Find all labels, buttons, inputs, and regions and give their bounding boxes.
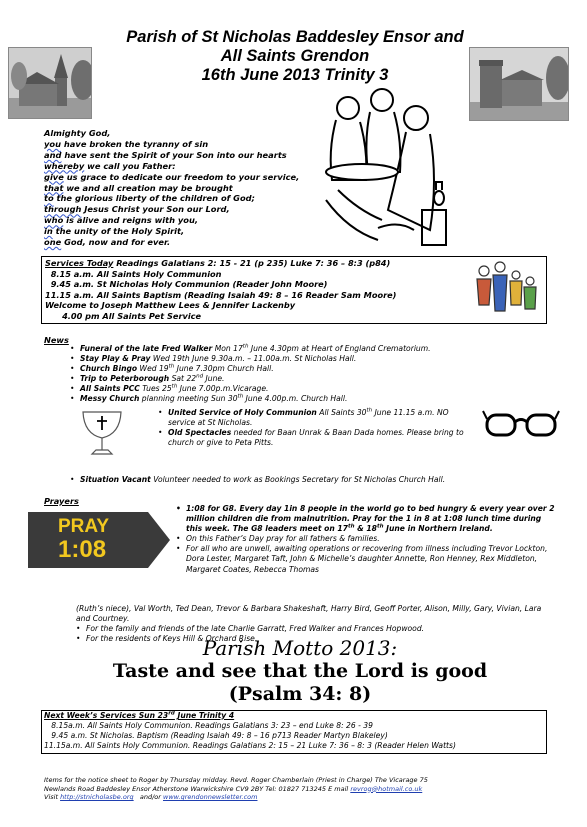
collect-line: and have sent the Spirit of your Son into our hearts <box>44 149 287 160</box>
title-line-1: Parish of St Nicholas Baddesley Ensor and <box>126 28 464 46</box>
motto-reference: (Psalm 34: 8) <box>228 683 372 705</box>
last-supper-illustration <box>318 80 448 250</box>
collect-line: that we and all creation may be brought <box>44 182 233 193</box>
footer-line-2: Newlands Road Baddesley Ensor Atherstone Warwickshire CV9 2BY Tel: 01827 713245 E mail revrog@hotmail.co.uk <box>44 784 423 793</box>
service-item: 9.45 a.m. St Nicholas Holy Communion (Reader John Moore) <box>45 279 328 290</box>
footer-line-1: Items for the notice sheet to Roger by Thursday midday. Revd. Roger Chamberlain (Priest in Charge) The Vicarage 75 <box>44 776 428 784</box>
news-item-church-bingo: • Church Bingo Wed 19th June 7.30pm Church Hall. <box>70 364 510 374</box>
spectacles-icon <box>481 405 561 441</box>
prayer-item-unwell: • For all who are unwell, awaiting operations or recovering from illness including Trevor Lockton, Dora Lester, Margaret Taft, John & Michelle’s daughter Annette, Ron Henney, Rex Middleton, Margaret Coates, Rebecca Thomas <box>176 544 556 574</box>
collect-line: to the glorious liberty of the children of God; <box>44 193 255 204</box>
news-item-old-spectacles: • Old Spectacles needed for Baan Unrak & Baan Dada homes. Please bring to church or give to Peta Pitts. <box>158 428 468 448</box>
services-today <box>45 258 465 322</box>
service-item: 11.15 a.m. All Saints Baptism (Reading Isaiah 49: 8 – 16 Reader Sam Moore) <box>45 289 397 300</box>
next-week-item: 8.15a.m. All Saints Holy Communion. Readings Galatians 3: 23 – end Luke 8: 26 - 39 <box>44 721 373 731</box>
news-item-peterborough-trip: • Trip to Peterborough Sat 22nd June. <box>70 374 510 384</box>
pray-badge-line2: 1:08 <box>58 536 107 563</box>
collect-line: one God, now and for ever. <box>44 237 171 248</box>
collect-prayer <box>44 128 299 248</box>
family-illustration <box>472 261 542 319</box>
motto-heading: Parish Motto 2013: <box>202 636 398 660</box>
next-week-item: 9.45 a.m. St Nicholas. Baptism (Reading Isaiah 49: 8 – 16 p713 Reader Martyn Blakeley) <box>44 731 388 741</box>
next-week-item: 11.15a.m. All Saints Holy Communion. Readings Galatians 2: 15 – 21 Luke 7: 36 – 8: 3 (Reader Helen Watts) <box>44 741 456 751</box>
title-line-2: All Saints Grendon <box>220 47 370 65</box>
collect-line: whereby we call you Father: <box>44 160 176 171</box>
parish-motto <box>40 636 560 706</box>
pray-badge-line1: PRAY <box>58 516 110 537</box>
news-item-pcc: • All Saints PCC Tues 25th June 7.00p.m.Vicarage. <box>70 384 510 394</box>
footer-line-3: Visit http://stnicholasbe.org and/or www.grendonnewsletter.com <box>44 793 258 802</box>
st-nicholas-website-link[interactable]: http://stnicholasbe.org <box>60 793 134 802</box>
chalice-icon <box>80 408 124 458</box>
grendon-newsletter-link[interactable]: www.grendonnewsletter.com <box>163 793 258 802</box>
news-item-messy-church: • Messy Church planning meeting Sun 30th June 4.00p.m. Church Hall. <box>70 394 510 404</box>
prayer-item-fathers: • On this Father’s Day pray for all fathers & families. <box>176 534 556 544</box>
pray-badge <box>28 512 170 568</box>
prayer-item-residents: • For the residents of Keys Hill & Orchard Rise. <box>76 634 556 644</box>
news-list-2 <box>158 408 468 448</box>
prayer-item-g8: • 1:08 for G8. Every day 1in 8 people in the world go to bed hungry & every year over 2 million children die from malnutrition. Pray for the 1 in 8 at 1:08 lunch time during this week. The G8 leaders meet on 17th & 18th June in Northern Ireland. <box>176 504 556 534</box>
service-item: Welcome to Joseph Matthew Lees & Jennifer Lackenby <box>45 300 296 311</box>
service-item: 4.00 pm All Saints Pet Service <box>45 310 202 321</box>
news-list-3 <box>70 475 550 485</box>
prayer-item-family-friends: • For the family and friends of the late Charlie Garratt, Fred Walker and Frances Hopwood. <box>76 624 556 634</box>
news-item-situation-vacant: • Situation Vacant Volunteer needed to work as Bookings Secretary for St Nicholas Church Hall. <box>70 475 550 485</box>
prayer-item-unwell-cont: (Ruth’s niece), Val Worth, Ted Dean, Trevor & Barbara Shakeshaft, Harry Bird, Geoff Porter, Alison, Milly, Gary, Vivian, Lara and Courtney. <box>76 604 542 624</box>
service-item: 8.15 a.m. All Saints Holy Communion <box>45 268 222 279</box>
collect-line: who is alive and reigns with you, <box>44 215 199 226</box>
collect-line: give us grace to dedicate our freedom to your service, <box>44 171 300 182</box>
collect-line: Almighty God, <box>44 128 111 138</box>
news-list <box>70 344 510 405</box>
services-heading: Services Today <box>45 258 114 268</box>
news-item-funeral: • Funeral of the late Fred Walker Mon 17th June 4.30pm at Heart of England Crematorium. <box>70 344 510 354</box>
title-line-3: 16th June 2013 Trinity 3 <box>201 66 389 84</box>
collect-line: you have broken the tyranny of sin <box>44 138 209 149</box>
prayers-heading: Prayers <box>44 496 79 506</box>
collect-line: through Jesus Christ your Son our Lord, <box>44 204 230 215</box>
email-link[interactable]: revrog@hotmail.co.uk <box>350 784 423 793</box>
news-item-united-service: • United Service of Holy Communion All Saints 30th June 11.15 a.m. NO service at St Nicholas. <box>158 408 468 428</box>
services-readings: Readings Galatians 2: 15 - 21 (p 235) Luke 7: 36 – 8:3 (p84) <box>113 258 391 268</box>
news-item-stay-play-pray: • Stay Play & Pray Wed 19th June 9.30a.m. – 11.00a.m. St Nicholas Hall. <box>70 354 510 364</box>
page-title <box>70 28 520 85</box>
motto-text: Taste and see that the Lord is good <box>112 660 488 682</box>
news-heading: News <box>44 335 69 345</box>
next-week-heading: Next Week’s Services Sun 23rd June Trinity 4 <box>44 710 235 720</box>
footer <box>44 776 554 802</box>
prayers-list-main <box>176 504 556 575</box>
next-week-services <box>44 711 546 751</box>
collect-line: in the unity of the Holy Spirit, <box>44 226 185 237</box>
